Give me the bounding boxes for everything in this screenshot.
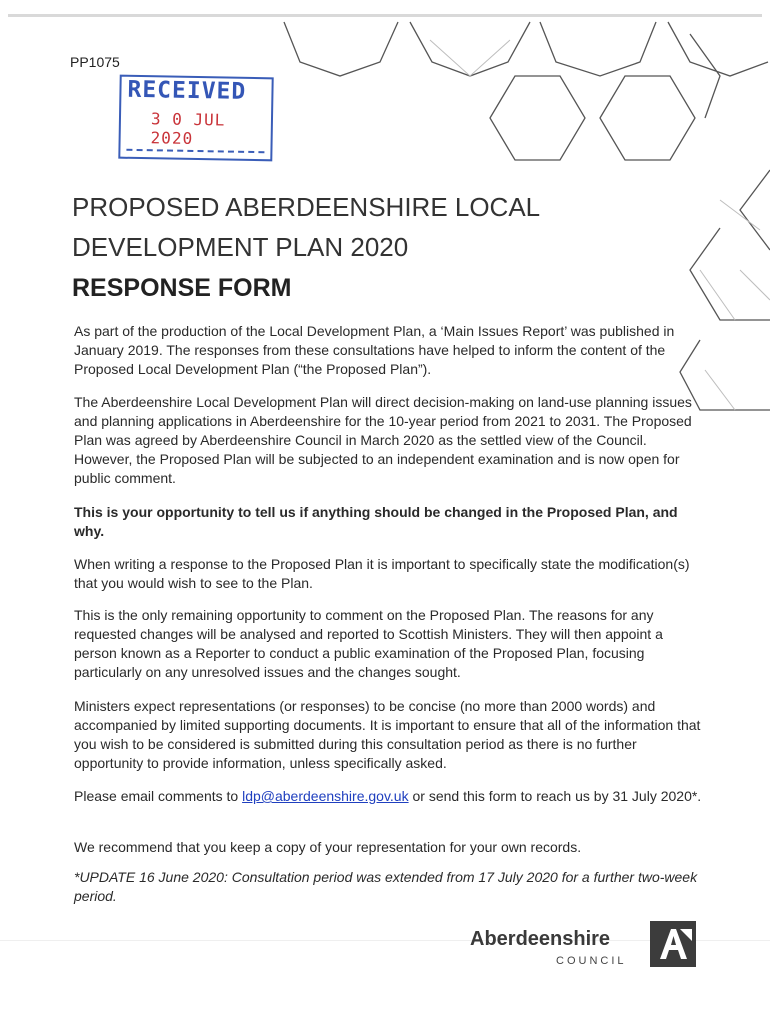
email-prefix-text: Please email comments to — [74, 788, 243, 804]
hex-faint-4 — [740, 270, 770, 300]
paragraph-writing-response — [74, 555, 706, 593]
paragraph-text: The Aberdeenshire Local Development Plan will direct decision-making on land-use planning issues and planning applications in Aberdeenshire for the 10-year period from 2021 to 2031. The Proposed Plan was agreed by Aberdeenshire Council in March 2020 as the settled view of the Council. However, the Proposed Plan will be subjected to an independent examination and is now open for public comment. — [74, 394, 692, 486]
paragraph-plan-overview — [74, 393, 706, 488]
title-line-1: PROPOSED ABERDEENSHIRE LOCAL — [72, 192, 541, 222]
paragraph-opportunity — [74, 503, 706, 541]
stamp-date: 3 0 JUL 2020 — [150, 109, 226, 148]
email-suffix-text: or send this form to reach us by 31 July 2020*. — [408, 788, 702, 804]
paragraph-text — [74, 787, 706, 806]
hex-outline-7 — [690, 34, 720, 118]
stamp-word: RECEIVED — [127, 76, 247, 105]
paragraph-text: *UPDATE 16 June 2020: Consultation period was extended from 17 July 2020 for a further two-week period. — [74, 869, 698, 904]
paragraph-text: As part of the production of the Local Development Plan, a ‘Main Issues Report’ was published in January 2019. The responses from these consultations have helped to inform the content of the Proposed Local Development Plan (“the Proposed Plan”). — [74, 323, 675, 377]
hex-outline-2 — [410, 22, 530, 76]
council-logo-icon — [650, 921, 696, 967]
title-line-2: DEVELOPMENT PLAN 2020 — [72, 232, 409, 262]
council-brand-subtitle: COUNCIL — [556, 955, 627, 967]
document-reference: PP1075 — [70, 54, 120, 70]
hex-outline-9 — [690, 228, 770, 320]
form-heading: RESPONSE FORM — [72, 274, 292, 302]
email-link[interactable]: ldp@aberdeenshire.gov.uk — [242, 788, 409, 804]
council-brand-name: Aberdeenshire — [470, 928, 611, 950]
hex-outline-6 — [600, 76, 695, 160]
paragraph-text: Ministers expect representations (or responses) to be concise (no more than 2000 words) and accompanied by limited supporting documents. It is important to ensure that all of the information that you wish to be considered is submitted during this consultation period as there is no further opportunity to provide information, unless specifically asked. — [74, 698, 701, 771]
paragraph-email-comments — [74, 787, 706, 806]
hex-outline-4 — [668, 22, 768, 76]
received-stamp — [118, 75, 273, 162]
paragraph-remaining-opportunity — [74, 606, 706, 682]
stamp-dashed-line — [126, 149, 264, 153]
hex-outline-3 — [540, 22, 656, 76]
hex-outline-8 — [740, 170, 770, 250]
hex-faint-5 — [705, 370, 735, 410]
paragraph-main-issues — [74, 322, 706, 379]
paragraph-text: This is your opportunity to tell us if anything should be changed in the Proposed Plan, and why. — [74, 504, 678, 539]
paragraph-keep-copy — [74, 838, 706, 857]
hex-outline-1 — [284, 22, 398, 76]
paragraph-ministers — [74, 697, 706, 773]
hex-outline-5 — [490, 76, 585, 160]
paragraph-update-note — [74, 868, 706, 906]
hex-faint-1 — [430, 40, 510, 76]
paragraph-text: We recommend that you keep a copy of your representation for your own records. — [74, 839, 582, 855]
paragraph-text: This is the only remaining opportunity to comment on the Proposed Plan. The reasons for any requested changes will be analysed and reported to Scottish Ministers. They will then appoint a person known as a Reporter to conduct a public examination of the Proposed Plan, focusing particularly on any unresolved issues and the changes sought. — [74, 607, 663, 680]
hex-faint-2 — [720, 200, 760, 230]
paragraph-text: When writing a response to the Proposed Plan it is important to specifically state the modification(s) that you would wish to see to the Plan. — [74, 556, 690, 591]
